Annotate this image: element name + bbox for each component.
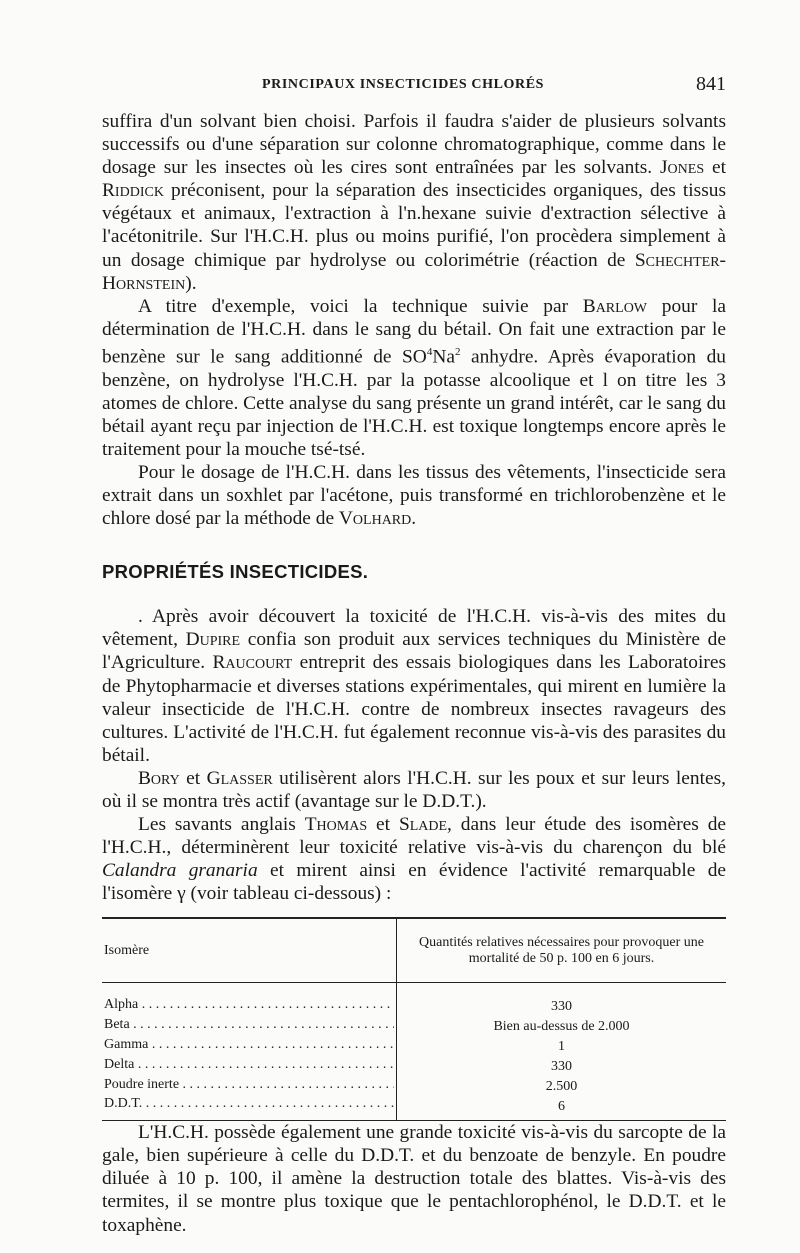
author-schechter-hornstein: Schechter-Hornstein [102, 249, 726, 294]
table-row: Delta . . . 330 [102, 1057, 726, 1077]
paragraph-6: Les savants anglais Thomas et Slade, dans leur étude des isomères de l'H.C.H., déterminèrent leur toxicité relative vis-à-vis du charençon du blé Calandra granaria et mirent ainsi en évidence l'activité remarquable de l'isomère γ (voir tableau ci-dessous) : [102, 814, 727, 905]
page-number: 841 [696, 73, 726, 95]
author-glasser: Glasser [206, 767, 273, 789]
table-row: Poudre inerte . . . 2.500 [102, 1077, 726, 1097]
isomer-toxicity-table [102, 917, 726, 1121]
table-row: D.D.T. . . . 6 [102, 1096, 726, 1120]
paragraph-2: A titre d'exemple, voici la technique suivie par Barlow pour la détermination de l'H.C.H. dans le sang du bétail. On fait une extraction par le benzène sur le sang additionné de $SO^4Na^2$ anhydre. Après évaporation du benzène, on hydrolyse l'H.C.H. par la potasse alcoolique et l on titre les 3 atomes de chlore. Cette analyse du sang présente un grand intérêt, car le sang du bétail ayant reçu par injection de l'H.C.H. est toxique longtemps encore après le traitement pour la mouche tsé-tsé. [102, 295, 726, 460]
author-dupire: Dupire [185, 629, 241, 651]
author-bory: Bory [138, 767, 180, 789]
paragraph-7: L'H.C.H. possède également une grande toxicité vis-à-vis du sarcopte de la gale, bien supérieure à celle du D.D.T. et du benzoate de benzyle. En poudre diluée à 10 p. 100, il amène la destruction totale des blattes. Vis-à-vis des termites, il se montre plus toxique que le pentachlorophénol, le D.D.T. et le toxaphène. [102, 1122, 726, 1236]
paragraph-3: Pour le dosage de l'H.C.H. dans les tissus des vêtements, l'insecticide sera extrait dans un soxhlet par l'acétone, puis transformé en trichlorobenzène et le chlore dosé par la méthode de Volhard. [102, 461, 726, 530]
running-title: PRINCIPAUX INSECTICIDES CHLORÉS [262, 77, 545, 92]
table-row: Beta . . . Bien au-dessus de 2.000 [102, 1017, 726, 1037]
section-title: PROPRIÉTÉS INSECTICIDES. [102, 561, 369, 583]
page-body [102, 110, 726, 1237]
paragraph-4: . Après avoir découvert la toxicité de l'H.C.H. vis-à-vis des mites du vêtement, Dupire confia son produit aux services techniques du Ministère de l'Agriculture. Raucourt entreprit des essais biologiques dans les Laboratoires de Phytopharmacie et diverses stations expérimentales, qui mirent en lumière la valeur insecticide de l'H.C.H. contre de nombreux insectes ravageurs des cultures. L'activité de l'H.C.H. fut également reconnue vis-à-vis des parasites du bétail. [102, 606, 726, 766]
author-slade: Slade [398, 814, 448, 836]
species-name: Calandra granaria [102, 860, 258, 882]
author-barlow: Barlow [582, 295, 648, 317]
table-header-isomer: Isomère [102, 918, 397, 982]
author-volhard: Volhard [338, 508, 412, 530]
author-riddick: Riddick [102, 180, 164, 202]
paragraph-5: Bory et Glasser utilisèrent alors l'H.C.H. sur les poux et sur leurs lentes, où il se montra très actif (avantage sur le D.D.T.). [102, 767, 726, 812]
paragraph-1: suffira d'un solvant bien choisi. Parfois il faudra s'aider de plusieurs solvants successifs ou d'une séparation sur colonne chromatographique, comme dans le dosage sur les insectes où les cires sont entraînées par les solvants. Jones et Riddick préconisent, pour la séparation des insecticides organiques, des tissus végétaux et animaux, l'extraction à l'n.hexane suivie d'extraction sélective à l'acétonitrile. Sur l'H.C.H. plus ou moins purifié, l'on procèdera simplement à un dosage chimique par hydrolyse ou colorimétrie (réaction de Schechter-Hornstein). [102, 111, 726, 294]
author-jones: Jones [660, 157, 705, 179]
page-header [102, 73, 726, 97]
author-thomas: Thomas [304, 814, 368, 836]
table-header-quantities: Quantités relatives nécessaires pour provoquer une mortalité de 50 p. 100 en 6 jours. [397, 918, 727, 982]
table-row: Gamma . . . 1 [102, 1037, 726, 1057]
author-raucourt: Raucourt [212, 652, 293, 674]
table-row: Alpha . . . 330 [102, 983, 726, 1017]
